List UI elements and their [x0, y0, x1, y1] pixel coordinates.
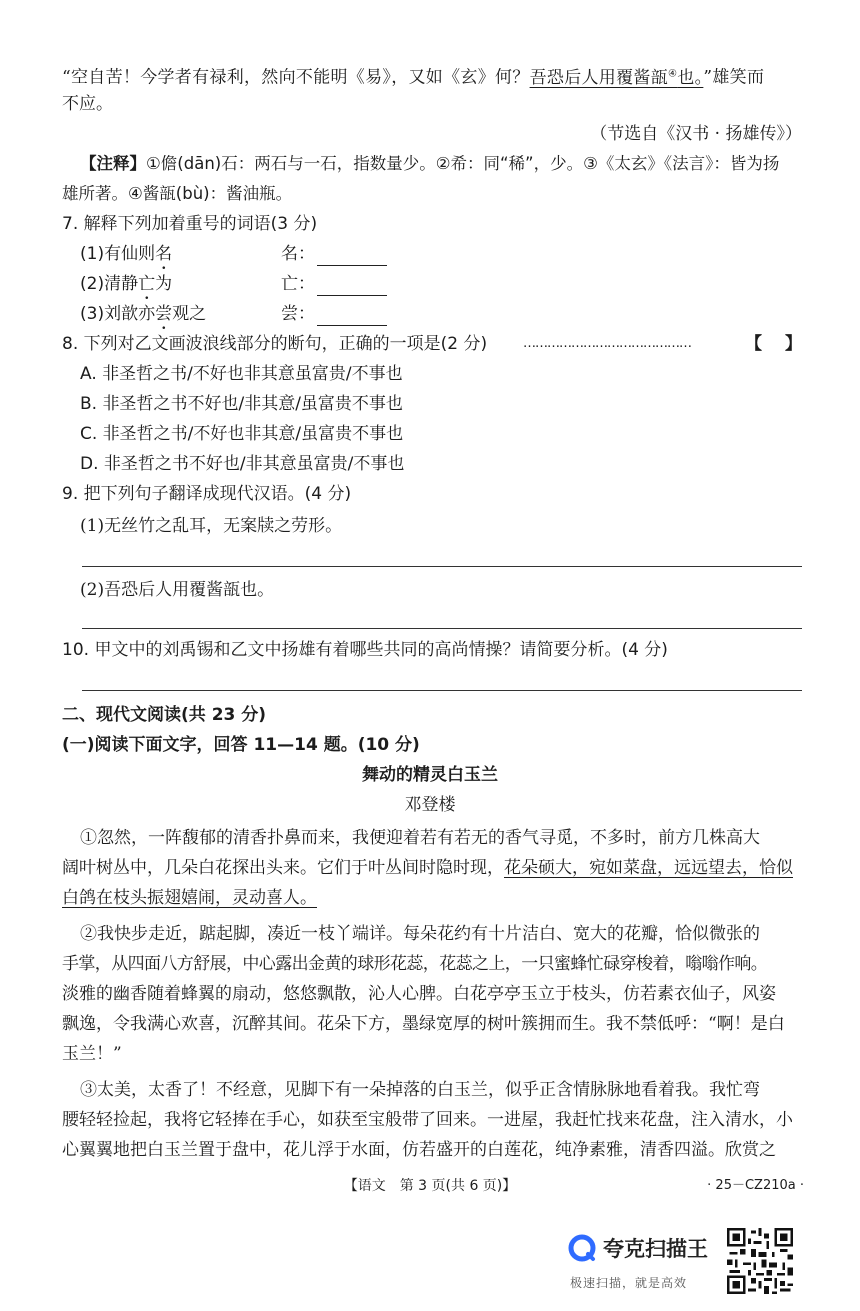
answer-bracket-left[interactable]: 【 [745, 334, 762, 354]
section-title: 二、现代文阅读(共 23 分) [62, 705, 267, 725]
article-p2-line-3: 淡雅的幽香随着蜂翼的扇动，悠悠飘散，沁人心脾。白花亭亭玉立于枝头，仿若素衣仙子，风姿 [62, 984, 776, 1004]
question-7-item-1: (1)有仙则名 [80, 244, 173, 264]
notes-line-1: 【注释】①儋(dān)石：两石与一石，指数量少。②希：同“稀”，少。③《太玄》《法言》：皆为扬 [80, 154, 780, 173]
article-author: 邓登楼 [404, 795, 456, 815]
question-7-answer-1[interactable]: 名： [281, 242, 387, 266]
notes-label: 【注释】 [80, 154, 146, 173]
article-p3-line-2: 腰轻轻捡起，我将它轻捧在手心，如获至宝般带了回来。一进屋，我赶忙找来花盘，注入清水，小 [62, 1110, 793, 1130]
article-p3-line-3: 心翼翼地把白玉兰置于盘中，花儿浮于水面，仿若盛开的白莲花，纯净素雅，清香四溢。欣赏之 [62, 1140, 776, 1160]
question-7-answer-2[interactable]: 亡： [281, 272, 387, 296]
question-7-item-3: (3)刘歆亦尝观之 [80, 304, 207, 324]
underlined-sentence: 花朵硕大，宛如菜盘，远远望去，恰似 [504, 858, 793, 878]
question-9-sentence-1: (1)无丝竹之乱耳，无案牍之劳形。 [80, 516, 343, 536]
answer-line[interactable] [82, 628, 802, 629]
scanner-slogan: 极速扫描，就是高效 [570, 1276, 688, 1290]
question-7-stem: 7. 解释下列加着重号的词语(3 分) [62, 214, 318, 234]
notes-line-2: 雄所著。④酱瓿(bù)：酱油瓶。 [62, 184, 293, 203]
question-8-stem: 8. 下列对乙文画波浪线部分的断句，正确的一项是(2 分) [62, 334, 488, 354]
answer-bracket-right[interactable]: 】 [785, 334, 802, 354]
footnote-marker: ④ [668, 68, 678, 79]
article-p1-line-3: 白鸽在枝头振翅嬉闹，灵动喜人。 [62, 888, 317, 908]
article-p1-line-1: ①忽然，一阵馥郁的清香扑鼻而来，我便迎着若有若无的香气寻觅，不多时，前方几株高大 [80, 828, 760, 848]
article-p1-line-2: 阔叶树丛中，几朵白花探出头来。它们于叶丛间时隐时现，花朵硕大，宛如菜盘，远远望去，恰似 [62, 858, 793, 878]
scanner-brand: 夸克扫描王 [603, 1237, 708, 1261]
article-title: 舞动的精灵白玉兰 [362, 765, 498, 785]
question-9-stem: 9. 把下列句子翻译成现代汉语。(4 分) [62, 484, 352, 504]
question-8-leader: …………………………………… [523, 336, 691, 351]
passage-source: （节选自《汉书 · 扬雄传》） [590, 124, 802, 144]
qr-code-icon [727, 1228, 793, 1294]
article-p2-line-4: 飘逸，令我满心欢喜，沉醉其间。花朵下方，墨绿宽厚的树叶簇拥而生。我不禁低呼：“啊！是白 [62, 1014, 785, 1034]
answer-line[interactable] [82, 566, 802, 567]
question-7-item-2: (2)清静亡为 [80, 274, 173, 294]
exam-code: · 25－CZ210a · [707, 1178, 804, 1193]
answer-line[interactable] [82, 690, 802, 691]
article-p3-line-1: ③太美，太香了！不经意，见脚下有一朵掉落的白玉兰，似乎正含情脉脉地看着我。我忙弯 [80, 1080, 760, 1100]
article-p2-line-5: 玉兰！” [62, 1044, 122, 1064]
question-7-answer-3[interactable]: 尝： [281, 302, 387, 326]
quark-logo-icon [567, 1233, 597, 1263]
passage-line-2: 不应。 [62, 94, 113, 114]
page-footer: 【语文 第 3 页(共 6 页)】 [343, 1178, 517, 1194]
question-10-stem: 10. 甲文中的刘禹锡和乙文中扬雄有着哪些共同的高尚情操？请简要分析。(4 分) [62, 640, 668, 660]
option-a[interactable]: A. 非圣哲之书/不好也非其意虽富贵/不事也 [80, 364, 403, 384]
article-p2-line-1: ②我快步走近，踮起脚，凑近一枝丫端详。每朵花约有十片洁白、宽大的花瓣，恰似微张的 [80, 924, 760, 944]
question-9-sentence-2: (2)吾恐后人用覆酱瓿也。 [80, 580, 275, 600]
answer-blank[interactable] [317, 308, 387, 326]
option-d[interactable]: D. 非圣哲之书不好也/非其意虽富贵/不事也 [80, 454, 405, 474]
passage-line-1: “空自苦！今学者有禄利，然向不能明《易》，又如《玄》何？吾恐后人用覆酱瓿④也。”雄笑而 [62, 67, 765, 88]
subsection-title: (一)阅读下面文字，回答 11—14 题。(10 分) [62, 735, 420, 755]
answer-blank[interactable] [317, 248, 387, 266]
article-p2-line-2: 手掌，从四面八方舒展，中心露出金黄的球形花蕊，花蕊之上，一只蜜蜂忙碌穿梭着，嗡嗡作响。 [62, 954, 768, 974]
option-b[interactable]: B. 非圣哲之书不好也/非其意/虽富贵不事也 [80, 394, 403, 414]
option-c[interactable]: C. 非圣哲之书/不好也非其意/虽富贵不事也 [80, 424, 404, 444]
answer-blank[interactable] [317, 278, 387, 296]
